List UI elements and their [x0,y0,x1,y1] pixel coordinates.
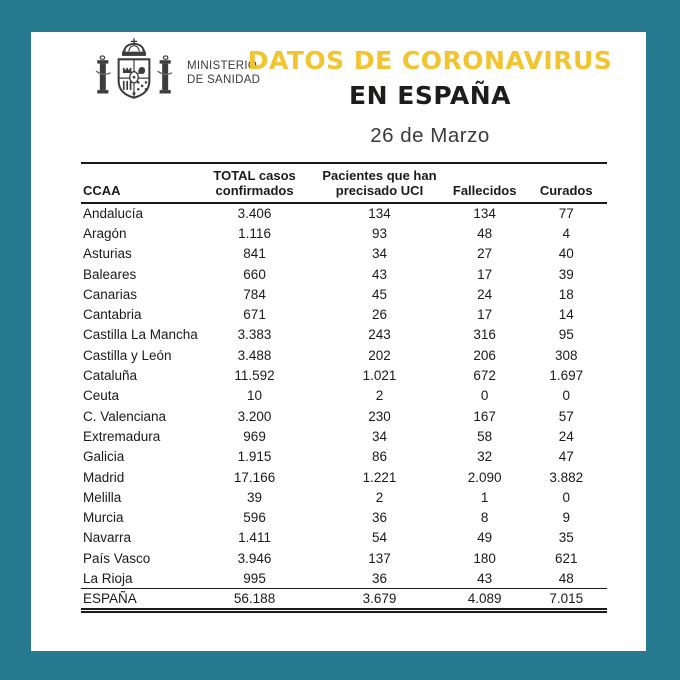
page-subtitle: EN ESPAÑA [349,81,511,110]
region-cell: Melilla [83,489,122,505]
value-cell: 596 [243,510,266,526]
total-value-cell: 4.089 [444,589,526,611]
table-row [81,548,607,568]
table-row [81,507,607,527]
value-cell: 3.406 [237,206,272,222]
value-cell: 3.383 [237,327,272,343]
value-cell: 0 [480,388,489,404]
value-cell: 47 [558,449,574,465]
value-cell: 45 [371,286,387,302]
title-block [236,46,624,148]
value-cell: 39 [558,266,574,282]
value-cell: 34 [371,428,387,444]
table-row [81,325,607,345]
value-cell: 243 [368,327,391,343]
page-title: DATOS DE CORONAVIRUS [247,46,613,75]
value-cell: 34 [371,246,387,262]
value-cell: 17 [477,307,493,323]
value-cell: 1.697 [549,368,584,384]
region-cell: Canarias [83,286,138,302]
region-cell: Navarra [83,530,132,546]
ministry-name-line2: DE SANIDAD [187,74,261,86]
region-cell: Castilla y León [83,347,172,363]
table-row [81,447,607,467]
table-row [81,365,607,385]
col-header-curados: Curados [525,163,607,203]
ministry-name-line1: MINISTERIO [187,60,258,72]
value-cell: 17 [477,266,493,282]
value-cell: 2 [375,388,384,404]
region-cell: Cataluña [83,368,138,384]
table-header [81,163,607,203]
value-cell: 43 [371,266,387,282]
region-cell: Extremadura [83,428,161,444]
spain-coat-of-arms-icon [93,36,175,110]
value-cell: 316 [473,327,496,343]
table-row [81,244,607,264]
region-cell: Galicia [83,449,125,465]
col-header-ccaa: CCAA [81,163,194,203]
value-cell: 308 [554,347,578,363]
region-cell: Baleares [83,266,137,282]
value-cell: 167 [473,408,496,424]
table-row [81,223,607,243]
value-cell: 26 [371,307,387,323]
table-row [81,406,607,426]
table-row [81,467,607,487]
table-row [81,528,607,548]
value-cell: 784 [243,286,266,302]
region-cell: País Vasco [83,550,151,566]
value-cell: 48 [477,225,493,241]
value-cell: 3.882 [549,469,584,485]
value-cell: 95 [558,327,574,343]
value-cell: 2 [375,489,384,505]
value-cell: 86 [371,449,387,465]
total-row [81,589,607,611]
value-cell: 49 [477,530,493,546]
value-cell: 1.221 [362,469,397,485]
value-cell: 1.021 [362,368,397,384]
value-cell: 36 [371,570,387,586]
value-cell: 58 [477,428,493,444]
table-footer [81,589,607,611]
value-cell: 134 [473,206,496,222]
col-header-fallecidos: Fallecidos [444,163,526,203]
value-cell: 660 [243,266,266,282]
infographic-card [31,32,646,651]
value-cell: 202 [368,347,391,363]
value-cell: 9 [562,510,570,526]
value-cell: 1.411 [238,530,271,546]
value-cell: 672 [473,368,496,384]
total-value-cell: 56.188 [194,589,315,611]
total-label-cell: ESPAÑA [81,589,194,611]
value-cell: 36 [371,510,387,526]
total-value-cell: 7.015 [525,589,607,611]
value-cell: 3.946 [237,550,272,566]
table-row [81,203,607,223]
value-cell: 11.592 [234,368,275,384]
value-cell: 57 [558,408,574,424]
value-cell: 841 [243,246,266,262]
region-cell: Andalucía [83,206,144,222]
value-cell: 8 [480,510,489,526]
region-cell: Cantabria [83,307,142,323]
value-cell: 39 [247,489,263,505]
value-cell: 17.166 [233,469,276,485]
region-cell: C. Valenciana [83,408,167,424]
value-cell: 1.915 [237,449,272,465]
region-cell: Madrid [83,469,125,485]
report-date: 26 de Marzo [370,124,490,147]
value-cell: 2.090 [467,469,502,485]
col-header-total-confirmados: TOTAL casos confirmados [194,163,315,203]
table-row [81,568,607,588]
value-cell: 3.488 [237,347,272,363]
value-cell: 3.200 [237,408,272,424]
table-row [81,304,607,324]
table-body [81,203,607,589]
region-cell: La Rioja [83,570,133,586]
value-cell: 14 [558,307,574,323]
value-cell: 43 [477,570,493,586]
table-row [81,386,607,406]
value-cell: 35 [558,530,574,546]
table-header-row [81,163,607,203]
value-cell: 32 [477,449,493,465]
value-cell: 621 [554,550,578,566]
value-cell: 995 [243,570,266,586]
value-cell: 10 [247,388,263,404]
value-cell: 1.116 [238,225,271,241]
value-cell: 48 [558,570,574,586]
value-cell: 0 [562,388,570,404]
value-cell: 77 [558,206,574,222]
value-cell: 969 [243,428,266,444]
table-row [81,426,607,446]
value-cell: 4 [562,225,570,241]
covid-data-table [81,162,607,613]
value-cell: 137 [368,550,391,566]
total-value-cell: 3.679 [315,589,444,611]
value-cell: 134 [368,206,391,222]
value-cell: 206 [473,347,496,363]
value-cell: 0 [562,489,570,505]
table-row [81,345,607,365]
value-cell: 180 [473,550,496,566]
region-cell: Castilla La Mancha [83,327,198,343]
value-cell: 54 [371,530,387,546]
region-cell: Ceuta [83,388,120,404]
value-cell: 24 [477,286,493,302]
table-row [81,284,607,304]
value-cell: 24 [558,428,574,444]
region-cell: Murcia [83,510,124,526]
value-cell: 671 [243,307,266,323]
table-row [81,487,607,507]
value-cell: 1 [480,489,489,505]
value-cell: 18 [558,286,574,302]
region-cell: Aragón [83,225,127,241]
col-header-uci: Pacientes que han precisado UCI [315,163,444,203]
value-cell: 93 [371,225,387,241]
region-cell: Asturias [83,246,132,262]
table-row [81,264,607,284]
value-cell: 27 [477,246,493,262]
value-cell: 230 [368,408,391,424]
value-cell: 40 [558,246,574,262]
